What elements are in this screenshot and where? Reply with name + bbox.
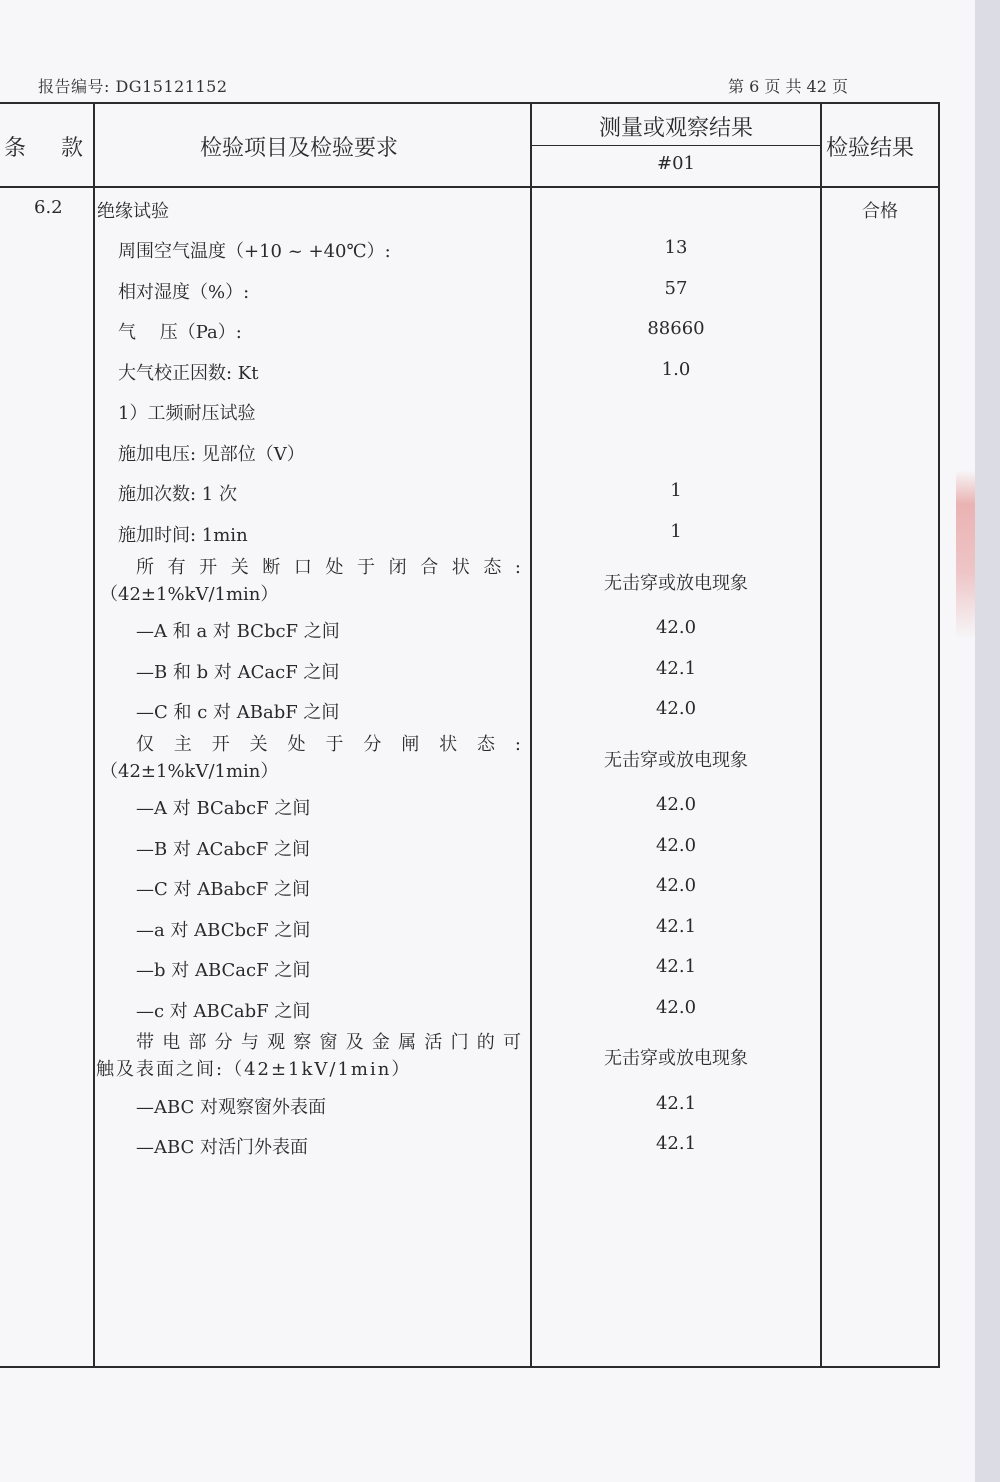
header-bottom-rule xyxy=(0,186,940,188)
clause-number: 6.2 xyxy=(34,197,63,218)
seal-stamp-fragment xyxy=(956,470,976,640)
table-right-rule xyxy=(938,102,940,1368)
condition-label: 气 压（Pa）: xyxy=(118,322,242,343)
test-row-value: 42.1 xyxy=(655,1133,697,1154)
table-top-rule xyxy=(0,102,940,104)
header-split-rule xyxy=(532,145,822,146)
test-row-value: 42.0 xyxy=(655,835,697,856)
test-param-label: 施加时间: 1min xyxy=(118,525,248,546)
test-row-value: 42.1 xyxy=(655,956,697,977)
page-number: 第 6 页 共 42 页 xyxy=(728,77,848,96)
section-title: 绝缘试验 xyxy=(97,201,169,222)
test-param-label: 施加电压: 见部位（V） xyxy=(118,444,305,465)
test-row-value: 42.0 xyxy=(655,617,697,638)
observation-text: 无击穿或放电现象 xyxy=(604,1048,748,1069)
table-bottom-rule xyxy=(0,1366,940,1368)
test-row-value: 42.1 xyxy=(655,1093,697,1114)
test-row-label: —b 对 ABCacF 之间 xyxy=(136,960,311,981)
test-param-value: 1 xyxy=(670,521,682,542)
clause-header: 条 款 xyxy=(4,136,97,161)
test-row-label: —ABC 对观察窗外表面 xyxy=(136,1097,327,1118)
test-row-value: 42.1 xyxy=(655,916,697,937)
test-param-value: 1 xyxy=(670,480,682,501)
test-row-label: —B 和 b 对 ACacF 之间 xyxy=(136,662,340,683)
condition-label: 周围空气温度（+10 ~ +40℃）: xyxy=(118,241,391,262)
group-heading-line: 触及表面之间:（42±1kV/1min） xyxy=(96,1059,412,1080)
condition-label: 相对湿度（%）: xyxy=(118,282,250,303)
test-row-value: 42.1 xyxy=(655,658,697,679)
group-heading-line: （42±1%kV/1min） xyxy=(100,761,279,782)
observation-text: 无击穿或放电现象 xyxy=(604,573,748,594)
report-number: 报告编号: DG15121152 xyxy=(38,77,228,96)
test-row-label: —ABC 对活门外表面 xyxy=(136,1137,309,1158)
observation-text: 无击穿或放电现象 xyxy=(604,750,748,771)
test-row-label: —C 和 c 对 ABabF 之间 xyxy=(136,702,340,723)
group-heading xyxy=(100,554,525,608)
test-row-value: 42.0 xyxy=(655,794,697,815)
test-row-label: —B 对 ACabcF 之间 xyxy=(136,839,310,860)
test-row-value: 42.0 xyxy=(655,875,697,896)
group-heading-line: （42±1%kV/1min） xyxy=(100,584,279,605)
group-heading-line: 所有开关断口处于闭合状态: xyxy=(136,557,525,578)
group-heading xyxy=(96,1029,524,1083)
result-header: 检验结果 xyxy=(826,136,915,161)
test-row-label: —C 对 ABabcF 之间 xyxy=(136,879,310,900)
test-title: 1）工频耐压试验 xyxy=(118,403,256,424)
clause-column-rule xyxy=(93,102,95,1368)
group-heading-line: 带电部分与观察窗及金属活门的可 xyxy=(136,1032,524,1053)
condition-value: 13 xyxy=(664,237,688,258)
page-edge-shadow xyxy=(975,0,1000,1482)
group-heading-line: 仅主开关处于分闸状态: xyxy=(136,734,525,755)
sample-header: #01 xyxy=(657,153,695,174)
measure-column-rule xyxy=(820,102,822,1368)
group-heading xyxy=(100,731,525,785)
test-row-label: —A 和 a 对 BCbcF 之间 xyxy=(136,621,340,642)
test-row-label: —A 对 BCabcF 之间 xyxy=(136,798,311,819)
test-row-label: —c 对 ABCabF 之间 xyxy=(136,1001,311,1022)
condition-value: 57 xyxy=(664,278,688,299)
condition-value: 88660 xyxy=(647,318,705,339)
condition-value: 1.0 xyxy=(661,359,691,380)
test-row-label: —a 对 ABCbcF 之间 xyxy=(136,920,311,941)
test-row-value: 42.0 xyxy=(655,997,697,1018)
measure-header: 测量或观察结果 xyxy=(598,116,753,141)
test-param-label: 施加次数: 1 次 xyxy=(118,484,237,505)
test-row-value: 42.0 xyxy=(655,698,697,719)
overall-result: 合格 xyxy=(862,201,898,222)
item-header: 检验项目及检验要求 xyxy=(200,136,399,161)
condition-label: 大气校正因数: Kt xyxy=(118,363,259,384)
